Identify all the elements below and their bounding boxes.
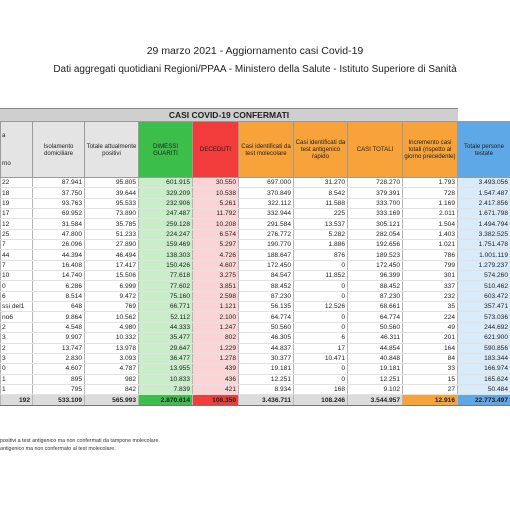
- header-col-test-molecolare: Casi identificati da test molecolare: [239, 122, 294, 178]
- total-cell: 533.109: [33, 395, 85, 406]
- table-cell: 35: [403, 302, 458, 312]
- table-cell: 15: [403, 374, 458, 384]
- table-cell: 4.607: [33, 364, 85, 374]
- table-cell: 31.270: [294, 178, 348, 188]
- table-cell: 379.391: [348, 188, 403, 198]
- table-cell: 1.671.798: [458, 209, 510, 219]
- table-cell: 25: [1, 229, 33, 239]
- table-cell: 3.851: [193, 281, 239, 291]
- table-cell: 44.837: [239, 343, 294, 353]
- table-cell: 17: [1, 209, 33, 219]
- table-cell: 0: [1, 281, 33, 291]
- table-cell: 436: [193, 374, 239, 384]
- table-cell: 56.135: [239, 302, 294, 312]
- table-cell: 0: [294, 260, 348, 270]
- table-cell: 10.833: [139, 374, 193, 384]
- table-cell: 3.493.056: [458, 178, 510, 188]
- table-row: [1, 178, 510, 188]
- table-cell: 165.624: [458, 374, 510, 384]
- table-row: [1, 271, 510, 281]
- table-cell: 225: [294, 209, 348, 219]
- table-cell: 13.978: [85, 343, 139, 353]
- table-row: [1, 188, 510, 198]
- table-cell: 795: [33, 384, 85, 394]
- table-cell: 30.377: [239, 353, 294, 363]
- table-cell: 2.417.856: [458, 198, 510, 208]
- table-cell: 5.261: [193, 198, 239, 208]
- table-cell: 1.001.119: [458, 250, 510, 260]
- table-cell: 93.763: [33, 198, 85, 208]
- table-cell: 10.208: [193, 219, 239, 229]
- table-cell: 96.399: [348, 271, 403, 281]
- table-cell: 12: [1, 219, 33, 229]
- table-cell: 29.647: [139, 343, 193, 353]
- header-col-isolamento: Isolamento domiciliare: [33, 122, 85, 178]
- table-cell: 87.941: [33, 178, 85, 188]
- table-cell: 8.514: [33, 291, 85, 301]
- table-cell: 621.900: [458, 333, 510, 343]
- table-row: [1, 240, 510, 250]
- table-cell: 0: [294, 322, 348, 332]
- table-cell: 6.286: [33, 281, 85, 291]
- table-cell: 601.915: [139, 178, 193, 188]
- table-cell: 13.747: [33, 343, 85, 353]
- table-cell: 4.980: [85, 322, 139, 332]
- covid-data-table: [0, 121, 510, 406]
- table-cell: 13.955: [139, 364, 193, 374]
- table-row: [1, 291, 510, 301]
- table-cell: 697.000: [239, 178, 294, 188]
- table-cell: 895: [33, 374, 85, 384]
- table-cell: 88.452: [348, 281, 403, 291]
- header-col-testate: Totale persone testate: [458, 122, 510, 178]
- table-cell: 77.618: [139, 271, 193, 281]
- table-row: [1, 260, 510, 270]
- table-cell: 73.890: [85, 209, 139, 219]
- table-cell: 87.230: [239, 291, 294, 301]
- table-cell: 19.181: [239, 364, 294, 374]
- table-cell: 95.805: [85, 178, 139, 188]
- table-cell: 26.096: [33, 240, 85, 250]
- table-cell: 50.484: [458, 384, 510, 394]
- table-cell: 77.602: [139, 281, 193, 291]
- table-cell: 172.450: [348, 260, 403, 270]
- table-cell: 439: [193, 364, 239, 374]
- table-cell: 842: [85, 384, 139, 394]
- table-cell: 12.251: [348, 374, 403, 384]
- table-cell: 510.462: [458, 281, 510, 291]
- header-col-totale-positivi: Totale attualmente positivi: [85, 122, 139, 178]
- table-cell: 301: [403, 271, 458, 281]
- table-cell: 37.750: [33, 188, 85, 198]
- table-cell: 6.999: [85, 281, 139, 291]
- table-cell: 574.260: [458, 271, 510, 281]
- table-cell: 88.452: [239, 281, 294, 291]
- table-cell: 0: [1, 364, 33, 374]
- table-cell: 573.036: [458, 312, 510, 322]
- table-cell: 46.494: [85, 250, 139, 260]
- table-cell: 5.297: [193, 240, 239, 250]
- table-cell: 799: [403, 260, 458, 270]
- table-cell: 769: [85, 302, 139, 312]
- table-cell: 19: [1, 198, 33, 208]
- totals-row: [1, 395, 510, 406]
- table-cell: 337: [403, 281, 458, 291]
- table-cell: 0: [294, 281, 348, 291]
- table-cell: 10: [1, 271, 33, 281]
- table-cell: 3.093: [85, 353, 139, 363]
- table-cell: 51.233: [85, 229, 139, 239]
- total-cell: 3.544.957: [348, 395, 403, 406]
- table-cell: 6: [1, 291, 33, 301]
- table-cell: 1.169: [403, 198, 458, 208]
- table-cell: 17: [294, 343, 348, 353]
- table-header-row: [1, 122, 510, 178]
- table-cell: 46.311: [348, 333, 403, 343]
- table-cell: 6.574: [193, 229, 239, 239]
- table-cell: 590.856: [458, 343, 510, 353]
- table-cell: 1.547.487: [458, 188, 510, 198]
- table-cell: 2.011: [403, 209, 458, 219]
- table-cell: 11.852: [294, 271, 348, 281]
- table-row: [1, 281, 510, 291]
- table-cell: 10.562: [85, 312, 139, 322]
- table-cell: 84: [403, 353, 458, 363]
- page-title: 29 marzo 2021 - Aggiornamento casi Covid-19: [146, 45, 364, 57]
- table-cell: 1.403: [403, 229, 458, 239]
- table-cell: 12.526: [294, 302, 348, 312]
- table-cell: no 6: [1, 312, 33, 322]
- table-cell: 10.471: [294, 353, 348, 363]
- table-cell: 35.477: [139, 333, 193, 343]
- table-cell: 9.907: [33, 333, 85, 343]
- table-cell: 421: [193, 384, 239, 394]
- table-cell: 8.934: [239, 384, 294, 394]
- table-row: [1, 333, 510, 343]
- table-cell: 232.906: [139, 198, 193, 208]
- table-cell: 728.270: [348, 178, 403, 188]
- table-cell: 3.382.525: [458, 229, 510, 239]
- total-cell: 12.916: [403, 395, 458, 406]
- table-cell: 305.121: [348, 219, 403, 229]
- table-cell: 5.282: [294, 229, 348, 239]
- table-cell: 44.854: [348, 343, 403, 353]
- table-cell: 11.588: [294, 198, 348, 208]
- header-col-test-antigenico: Casi identificati da test antigenico rapido: [294, 122, 348, 178]
- table-cell: 2.598: [193, 291, 239, 301]
- table-cell: 188.647: [239, 250, 294, 260]
- table-cell: 27: [403, 384, 458, 394]
- table-cell: 44.333: [139, 322, 193, 332]
- table-cell: 0: [294, 364, 348, 374]
- table-cell: 7.839: [139, 384, 193, 394]
- table-row: [1, 198, 510, 208]
- table-cell: 68.661: [348, 302, 403, 312]
- table-cell: 66.771: [139, 302, 193, 312]
- table-cell: 3: [1, 333, 33, 343]
- table-cell: 1.121: [193, 302, 239, 312]
- table-cell: 282.054: [348, 229, 403, 239]
- table-cell: 159.469: [139, 240, 193, 250]
- table-cell: 84.547: [239, 271, 294, 281]
- table-cell: 4.787: [85, 364, 139, 374]
- table-row: [1, 353, 510, 363]
- table-cell: 17.417: [85, 260, 139, 270]
- table-cell: 2.830: [33, 353, 85, 363]
- table-cell: 1.229: [193, 343, 239, 353]
- table-cell: 40.848: [348, 353, 403, 363]
- table-cell: 30.550: [193, 178, 239, 188]
- table-cell: 2: [1, 343, 33, 353]
- table-cell: 6: [294, 333, 348, 343]
- table-cell: 192.656: [348, 240, 403, 250]
- table-cell: 87.230: [348, 291, 403, 301]
- table-cell: 802: [193, 333, 239, 343]
- table-cell: 370.849: [239, 188, 294, 198]
- table-cell: ssi del 1: [1, 302, 33, 312]
- table-cell: 4.726: [193, 250, 239, 260]
- table-cell: 332.944: [239, 209, 294, 219]
- total-cell: 565.993: [85, 395, 139, 406]
- table-cell: 190.770: [239, 240, 294, 250]
- table-cell: 603.472: [458, 291, 510, 301]
- table-cell: 150.426: [139, 260, 193, 270]
- table-cell: 1.279.237: [458, 260, 510, 270]
- table-cell: 69.952: [33, 209, 85, 219]
- footnote-1: positivi a test antigenico ma non confermati da tampone molecolare.: [0, 438, 160, 444]
- table-cell: 9.864: [33, 312, 85, 322]
- table-cell: 224.247: [139, 229, 193, 239]
- table-cell: 333.700: [348, 198, 403, 208]
- total-cell: 108.246: [294, 395, 348, 406]
- total-cell: 3.436.711: [239, 395, 294, 406]
- table-cell: 166.974: [458, 364, 510, 374]
- table-cell: 1: [1, 384, 33, 394]
- table-cell: 138.303: [139, 250, 193, 260]
- table-cell: 172.450: [239, 260, 294, 270]
- table-cell: 47.800: [33, 229, 85, 239]
- table-cell: 1.494.794: [458, 219, 510, 229]
- table-cell: 11.792: [193, 209, 239, 219]
- table-cell: 9.472: [85, 291, 139, 301]
- table-cell: 64.774: [239, 312, 294, 322]
- table-cell: 4.607: [193, 260, 239, 270]
- table-cell: 648: [33, 302, 85, 312]
- table-row: [1, 209, 510, 219]
- total-cell: 192: [1, 395, 33, 406]
- table-cell: 224: [403, 312, 458, 322]
- table-cell: 13.537: [294, 219, 348, 229]
- table-cell: 168: [294, 384, 348, 394]
- table-cell: 31.584: [33, 219, 85, 229]
- header-col-dimessi: DIMESSI GUARITI: [139, 122, 193, 178]
- header-col-incremento: Incremento casi totali (rispetto al giorno precedente): [403, 122, 458, 178]
- table-row: [1, 250, 510, 260]
- table-cell: 7: [1, 260, 33, 270]
- table-cell: 333.169: [348, 209, 403, 219]
- header-col-deceduti: DECEDUTI: [193, 122, 239, 178]
- table-cell: 1.278: [193, 353, 239, 363]
- table-cell: 357.471: [458, 302, 510, 312]
- table-cell: 36.477: [139, 353, 193, 363]
- table-cell: 1.886: [294, 240, 348, 250]
- table-cell: 7: [1, 240, 33, 250]
- table-row: [1, 343, 510, 353]
- table-cell: 10.538: [193, 188, 239, 198]
- table-cell: 19.181: [348, 364, 403, 374]
- table-row: [1, 302, 510, 312]
- table-cell: 982: [85, 374, 139, 384]
- table-cell: 1: [1, 374, 33, 384]
- table-cell: 2: [1, 322, 33, 332]
- table-cell: 0: [294, 291, 348, 301]
- table-cell: 259.128: [139, 219, 193, 229]
- table-cell: 39.644: [85, 188, 139, 198]
- table-cell: 9.102: [348, 384, 403, 394]
- table-row: [1, 384, 510, 394]
- table-cell: 276.772: [239, 229, 294, 239]
- table-cell: 18: [1, 188, 33, 198]
- table-cell: 3.275: [193, 271, 239, 281]
- footnote-2: antigenico ma non confermato al test molecolare.: [0, 446, 116, 452]
- total-cell: 22.773.497: [458, 395, 510, 406]
- table-row: [1, 312, 510, 322]
- table-cell: 291.584: [239, 219, 294, 229]
- table-cell: 10.332: [85, 333, 139, 343]
- table-cell: 46.305: [239, 333, 294, 343]
- table-cell: 4.548: [33, 322, 85, 332]
- header-col-region: a rno: [1, 122, 33, 178]
- table-cell: 95.533: [85, 198, 139, 208]
- table-cell: 322.112: [239, 198, 294, 208]
- table-cell: 786: [403, 250, 458, 260]
- table-cell: 1.504: [403, 219, 458, 229]
- table-cell: 189.523: [348, 250, 403, 260]
- total-cell: 108.350: [193, 395, 239, 406]
- table-cell: 3: [1, 353, 33, 363]
- table-cell: 244.692: [458, 322, 510, 332]
- table-cell: 15.506: [85, 271, 139, 281]
- table-cell: 1.021: [403, 240, 458, 250]
- table-cell: 50.560: [239, 322, 294, 332]
- table-cell: 12.251: [239, 374, 294, 384]
- table-cell: 22: [1, 178, 33, 188]
- table-cell: 44.394: [33, 250, 85, 260]
- table-cell: 876: [294, 250, 348, 260]
- table-cell: 27.890: [85, 240, 139, 250]
- table-cell: 8.542: [294, 188, 348, 198]
- table-cell: 75.160: [139, 291, 193, 301]
- table-cell: 1.247: [193, 322, 239, 332]
- table-cell: 201: [403, 333, 458, 343]
- table-cell: 1.751.478: [458, 240, 510, 250]
- table-row: [1, 374, 510, 384]
- section-header: CASI COVID-19 CONFERMATI: [0, 108, 458, 122]
- table-row: [1, 322, 510, 332]
- table-row: [1, 219, 510, 229]
- page-subtitle: Dati aggregati quotidiani Regioni/PPAA - Ministero della Salute - Istituto Superiore di Sanità: [53, 64, 457, 75]
- table-cell: 0: [294, 374, 348, 384]
- table-cell: 14.740: [33, 271, 85, 281]
- table-cell: 164: [403, 343, 458, 353]
- table-cell: 50.560: [348, 322, 403, 332]
- table-cell: 1.793: [403, 178, 458, 188]
- table-cell: 2.100: [193, 312, 239, 322]
- table-cell: 16.408: [33, 260, 85, 270]
- table-cell: 329.209: [139, 188, 193, 198]
- table-cell: 44: [1, 250, 33, 260]
- table-row: [1, 229, 510, 239]
- total-cell: 2.870.614: [139, 395, 193, 406]
- table-cell: 52.112: [139, 312, 193, 322]
- table-cell: 35.785: [85, 219, 139, 229]
- table-cell: 247.487: [139, 209, 193, 219]
- table-cell: 183.344: [458, 353, 510, 363]
- table-row: [1, 364, 510, 374]
- table-cell: 64.774: [348, 312, 403, 322]
- table-cell: 33: [403, 364, 458, 374]
- table-cell: 232: [403, 291, 458, 301]
- table-cell: 49: [403, 322, 458, 332]
- header-col-casi-totali: CASI TOTALI: [348, 122, 403, 178]
- table-cell: 728: [403, 188, 458, 198]
- table-cell: 0: [294, 312, 348, 322]
